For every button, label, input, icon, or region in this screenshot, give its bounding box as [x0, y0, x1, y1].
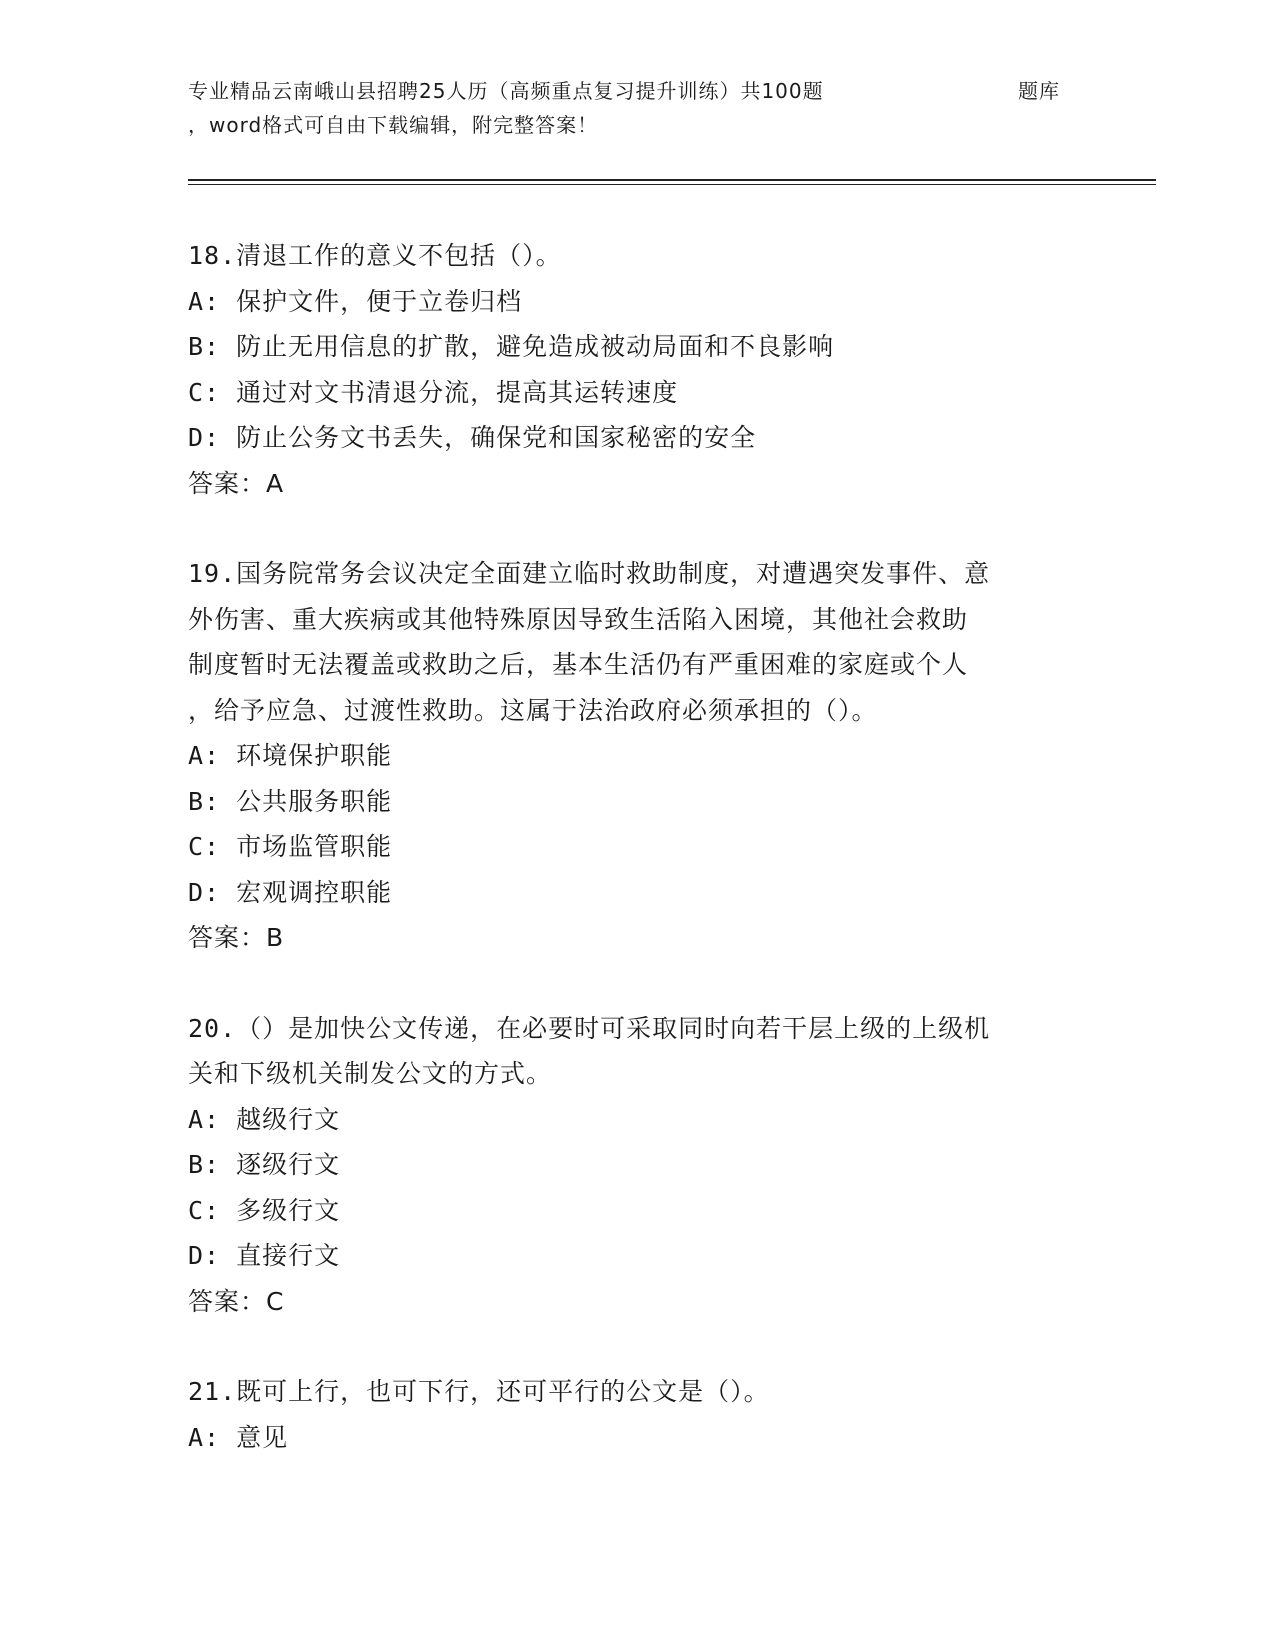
option-a: A: 意见 [188, 1422, 289, 1452]
question-text: 21.既可上行，也可下行，还可平行的公文是（）。 [188, 1377, 770, 1406]
question-20 [188, 1006, 1088, 1325]
option-d: D: 直接行文 [188, 1241, 341, 1270]
option-b: B: 逐级行文 [188, 1150, 341, 1179]
question-text: 18.清退工作的意义不包括（）。 [188, 241, 562, 270]
question-text-line-2: 关和下级机关制发公文的方式。 [188, 1059, 553, 1088]
option-b: B: 防止无用信息的扩散，避免造成被动局面和不良影响 [188, 332, 835, 361]
header-divider-thin [188, 184, 1156, 185]
question-list [188, 233, 1088, 1505]
header-tag: 题库 [1018, 79, 1060, 103]
header-line-1 [188, 74, 1068, 108]
question-text-line-1: 19.国务院常务会议决定全面建立临时救助制度，对遭遇突发事件、意 [188, 559, 991, 588]
option-a: A: 保护文件，便于立卷归档 [188, 286, 523, 316]
header-divider-thick [188, 179, 1156, 181]
answer-line: 答案：A [188, 468, 285, 498]
question-text-line-3: 制度暂时无法覆盖或救助之后，基本生活仍有严重困难的家庭或个人 [188, 650, 969, 679]
header-title-line2: ，word格式可自由下载编辑，附完整答案！ [188, 113, 599, 137]
question-text-line-1: 20.（）是加快公文传递，在必要时可采取同时向若干层上级的上级机 [188, 1013, 991, 1043]
document-header [188, 74, 1068, 142]
question-text-line-2: 外伤害、重大疾病或其他特殊原因导致生活陷入困境，其他社会救助 [188, 604, 969, 634]
option-c: C: 通过对文书清退分流，提高其运转速度 [188, 377, 679, 407]
question-18 [188, 233, 1088, 506]
header-title-line1: 专业精品云南峨山县招聘25人历（高频重点复习提升训练）共100题 [188, 79, 824, 103]
option-a: A: 环境保护职能 [188, 741, 393, 770]
option-b: B: 公共服务职能 [188, 786, 393, 816]
question-19 [188, 551, 1088, 961]
option-a: A: 越级行文 [188, 1104, 341, 1134]
question-21 [188, 1369, 1088, 1460]
answer-line: 答案：C [188, 1286, 285, 1316]
option-c: C: 多级行文 [188, 1195, 341, 1225]
question-text-line-4: ，给予应急、过渡性救助。这属于法治政府必须承担的（）。 [188, 695, 878, 725]
option-c: C: 市场监管职能 [188, 832, 393, 861]
option-d: D: 宏观调控职能 [188, 877, 393, 907]
answer-line: 答案：B [188, 923, 285, 952]
option-d: D: 防止公务文书丢失，确保党和国家秘密的安全 [188, 423, 757, 452]
